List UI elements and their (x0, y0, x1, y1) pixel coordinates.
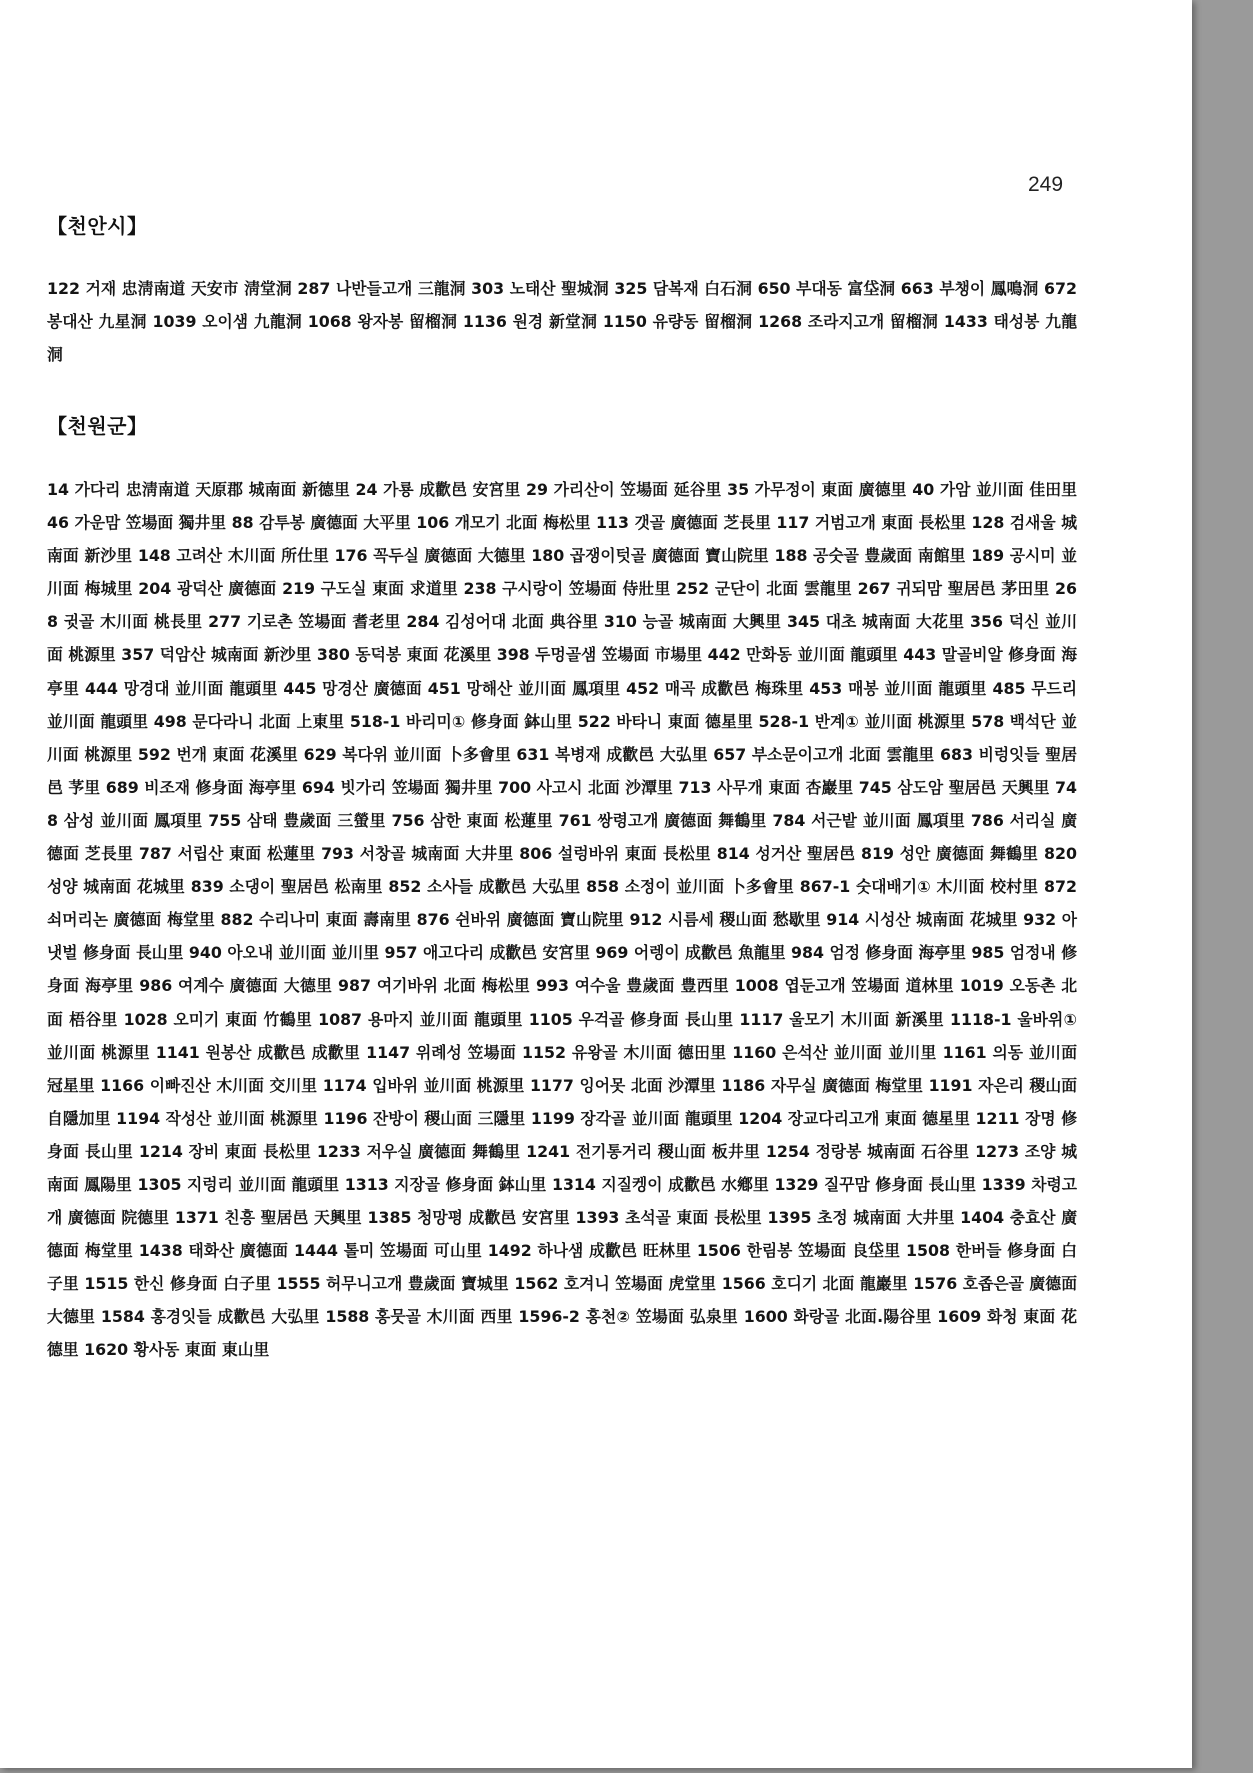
page-number: 249 (1028, 173, 1064, 196)
section-entries-cheonan-si: 122 거재 忠淸南道 天安市 淸堂洞 287 나반들고개 三龍洞 303 노태산 聖城洞 325 담복재 白石洞 650 부대동 富垈洞 663 부챙이 鳳鳴洞 672 봉대산 九星洞 1039 오이샘 九龍洞 1068 왕자봉 留榴洞 1136 원경 新堂洞 1150 유량동 留榴洞 1268 조라지고개 留榴洞 1433 태성봉 九龍洞 (47, 279, 1077, 365)
section-heading-cheonan-si: 【천안시】 (47, 214, 148, 238)
section-entries-cheonwon-gun: 14 가다리 忠淸南道 天原郡 城南面 新德里 24 가룡 成歡邑 安宮里 29 가리산이 笠場面 延谷里 35 가무정이 東面 廣德里 40 가암 並川面 佳田里 46 가운맘 笠場面 獨井里 88 감투봉 廣德面 大平里 106 개모기 北面 梅松里 113 갯골 廣德面 芝長里 117 거범고개 東面 長松里 128 검새울 城南面 新沙里 148 고려산 木川面 所仕里 176 꼭두실 廣德面 大德里 180 곱쟁이텃골 廣德面 寶山院里 188 공숫골 豊歲面 南館里 189 공시미 並川面 梅城里 204 광덕산 廣德面 219 구도실 東面 求道里 238 구시랑이 笠場面 侍壯里 252 군단이 北面 雲龍里 267 귀되맘 聖居邑 茅田里 268 귓골 木川面 桃長里 277 기로촌 笠場面 耆老里 284 김성어대 北面 典谷里 310 능골 城南面 大興里 345 대초 城南面 大花里 356 덕신 並川面 桃源里 357 덕암산 城南面 新沙里 380 동덕봉 東面 花溪里 398 두멍골샘 笠場面 市場里 442 만화동 並川面 龍頭里 443 말골비알 修身面 海亭里 444 망경대 並川面 龍頭里 445 망경산 廣德面 451 망해산 並川面 鳳項里 452 매곡 成歡邑 梅珠里 453 매봉 並川面 龍頭里 485 무드리 並川面 龍頭里 498 문다라니 北面 上東里 518-1 바리미① 修身面 鉢山里 522 바타니 東面 德星里 528-1 반계① 並川面 桃源里 578 백석단 並川面 桃源里 592 번개 東面 花溪里 629 복다위 並川面 卜多會里 631 복병재 成歡邑 大弘里 657 부소문이고개 北面 雲龍里 683 비렁잇들 聖居邑 芧里 689 비조재 修身面 海亭里 694 빗가리 笠場面 獨井里 700 사고시 北面 沙潭里 713 사무개 東面 杏巖里 745 삼도암 聖居邑 天興里 748 삼성 並川面 鳳項里 755 삼태 豊歲面 三螢里 756 삼한 東面 松蓮里 761 쌍령고개 廣德面 舞鶴里 784 서근밭 並川面 鳳項里 786 서리실 廣德面 芝長里 787 서립산 東面 松蓮里 793 서창골 城南面 大井里 806 설렁바위 東面 長松里 814 성거산 聖居邑 819 성안 廣德面 舞鶴里 820 성양 城南面 花城里 839 소댕이 聖居邑 松南里 852 소사들 成歡邑 大弘里 858 소정이 並川面 卜多會里 867-1 숫대배기① 木川面 校村里 872 쇠머리논 廣德面 梅堂里 882 수리나미 東面 壽南里 876 쉰바위 廣德面 寶山院里 912 시름세 稷山面 愁歇里 914 시성산 城南面 花城里 932 아냇벌 修身面 長山里 940 아오내 並川面 並川里 957 애고다리 成歡邑 安宮里 969 어렝이 成歡邑 魚龍里 984 엄정 修身面 海亭里 985 엄정내 修身面 海亭里 986 여계수 廣德面 大德里 987 여기바위 北面 梅松里 993 여수울 豊歲面 豊西里 1008 엽둔고개 笠場面 道林里 1019 오동촌 北面 梧谷里 1028 오미기 東面 竹鶴里 1087 용마지 並川面 龍頭里 1105 우걱골 修身面 長山里 1117 울모기 木川面 新溪里 1118-1 울바위① 並川面 桃源里 1141 원봉산 成歡邑 成歡里 1147 위례성 笠場面 1152 유왕골 木川面 德田里 1160 은석산 並川面 並川里 1161 의동 並川面 冠星里 1166 이빠진산 木川面 交川里 1174 입바위 並川面 桃源里 1177 잉어못 北面 沙潭里 1186 자무실 廣德面 梅堂里 1191 자은리 稷山面 自隱加里 1194 작성산 並川面 桃源里 1196 잔방이 稷山面 三隱里 1199 장각골 並川面 龍頭里 1204 장교다리고개 東面 德星里 1211 장명 修身面 長山里 1214 장비 東面 長松里 1233 저우실 廣德面 舞鶴里 1241 전기통거리 稷山面 板井里 1254 정랑봉 城南面 石谷里 1273 조양 城南面 鳳陽里 1305 지렁리 並川面 龍頭里 1313 지장골 修身面 鉢山里 1314 지질켕이 成歡邑 水鄕里 1329 질꾸맘 修身面 長山里 1339 차령고개 廣德面 院德里 1371 친흥 聖居邑 天興里 1385 청망평 成歡邑 安宮里 1393 초석골 東面 長松里 1395 초정 城南面 大井里 1404 충효산 廣德面 梅堂里 1438 태화산 廣德面 1444 톨미 笠場面 可山里 1492 하나샘 成歡邑 旺林里 1506 한림봉 笠場面 良垈里 1508 한버들 修身面 白子里 1515 한신 修身面 白子里 1555 허무니고개 豊歲面 寶城里 1562 호겨니 笠場面 虎堂里 1566 호디기 北面 龍巖里 1576 호좁은골 廣德面 大德里 1584 홍경잇들 成歡邑 大弘里 1588 홍뭇골 木川面 西里 1596-2 홍천② 笠場面 弘泉里 1600 화랑골 北面.陽谷里 1609 화청 東面 花德里 1620 황사동 東面 東山里 (47, 480, 1077, 1360)
section-heading-cheonwon-gun: 【천원군】 (47, 414, 148, 438)
